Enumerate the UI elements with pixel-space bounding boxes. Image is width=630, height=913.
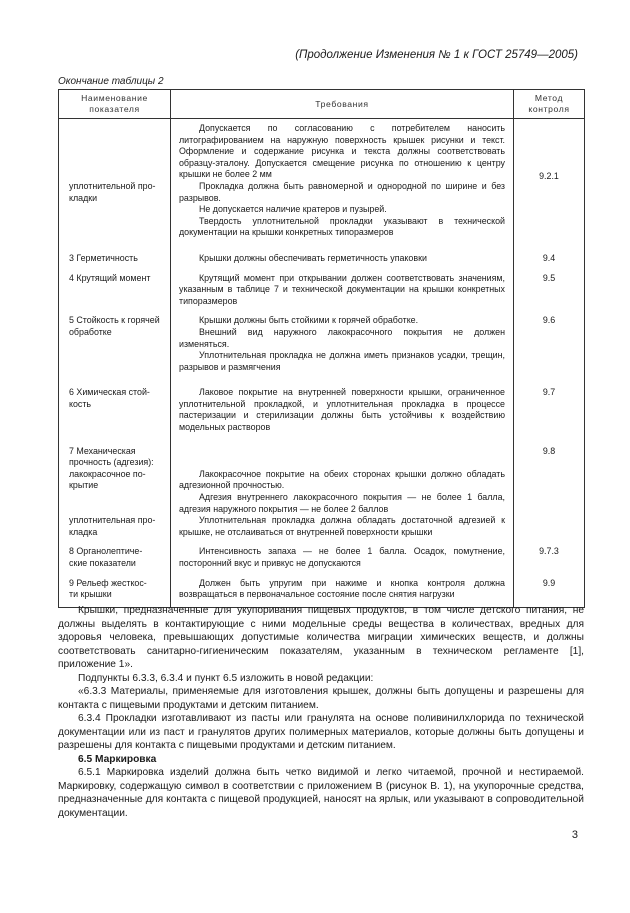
indicator-line [69,169,166,181]
indicator-cell [59,269,171,312]
requirement-paragraph: Уплотнительная прокладка не должна иметь признаков усадки, трещин, разрывов и размягчения [179,350,505,372]
indicator-cell [59,574,171,608]
indicator-line [69,492,166,504]
method-cell [514,379,585,439]
requirement-paragraph: Крутящий момент при открывании должен соответствовать значениям, указанным в таблице 7 и технической документации на крышки конкретных типоразмеров [179,272,505,306]
table-row [59,574,585,608]
body-paragraph: 6.5.1 Маркировка изделий должна быть четко видимой и легко читаемой, прочной и нестираемой. Маркировку, содержащую символ в соответствии с приложением В (рисунок В. 1), на укупорочные средства, предназначенные для контакта с пищевой продукцией, наносят на ярлык, или указывают в сопроводительной документации. [58,767,584,819]
indicator-line: уплотнительная про- [69,515,156,526]
indicator-line [69,504,166,516]
indicator-cell [59,245,171,269]
indicator-line: 8 Органолептиче- [69,546,143,557]
table-row [59,311,585,379]
method-value: 9.7.3 [539,546,559,557]
requirement-paragraph: Крышки должны быть стойкими к горячей обработке. [199,315,419,326]
table-row [59,440,585,543]
requirement-paragraph: Адгезия внутреннего лакокрасочного покрытия — не более 1 балла, адгезия наружного покрытия — не более 2 баллов [179,492,505,514]
header-indicator: Наименование показателя [59,90,171,119]
table-row [59,542,585,573]
requirements-cell [171,311,514,379]
requirements-cell [171,542,514,573]
indicator-line: кладка [69,526,98,537]
method-cell [514,440,585,543]
indicator-line: 9 Рельеф жесткос- [69,577,147,588]
indicator-cell [59,379,171,439]
method-cell [514,245,585,269]
table-row [59,269,585,312]
requirement-paragraph: Лакокрасочное покрытие на обеих сторонах крышки должно обладать адгезионной прочностью. [179,468,505,491]
indicator-line: 4 Крутящий момент [69,272,151,283]
requirement-paragraph: Лаковое покрытие на внутренней поверхности крышки, ограниченное уплотнительной прокладкой, и уплотнительная прокладка в процессе пастеризации и стерилизации должны быть устойчивы к воздействию модельных растворов [179,387,505,433]
body-paragraph: Подпункты 6.3.3, 6.3.4 и пункт 6.5 изложить в новой редакции: [78,672,374,684]
requirements-cell [171,440,514,543]
method-cell [514,542,585,573]
table-row [59,245,585,269]
requirement-paragraph: Уплотнительная прокладка должна обладать достаточной адгезией к крышке, не отслаиваться от внутренней поверхности крышки [179,515,505,537]
indicator-cell [59,542,171,573]
method-cell [514,269,585,312]
requirement-paragraph: Допускается по согласованию с потребителем наносить литографированием на наружную поверхность крышек рисунки и текст. Оформление и содержание рисунка и текста должны соответствовать образцу-эталону. Допускается смещение рисунка по отношению к центру крышки не более 2 мм [179,123,505,180]
section-heading: 6.5 Маркировка [78,753,157,765]
method-value: 9.6 [542,315,556,326]
method-value: 9.5 [542,272,556,283]
indicator-line: крытие [69,480,99,491]
indicator-line [69,123,166,135]
indicator-line: ские показатели [69,558,136,568]
page-number: 3 [571,829,578,841]
indicator-line [69,158,166,170]
indicator-line: обработке [69,326,112,337]
header-requirements: Требования [171,90,514,119]
table-row [59,119,585,245]
requirement-paragraph: Крышки должны обеспечивать герметичность упаковки [199,252,427,263]
body-paragraph: Крышки, предназначенные для укупоривания пищевых продуктов, в том числе детского питания, не должны выделять в контактирующие с ними модельные среды вещества в количествах, вредных для здоровья человека, превышающих допустимые количества миграции химических веществ, и должны соответствовать санитарно-гигиеническим показателям, указанным в техническом регламенте [1], приложение 1». [58,605,584,670]
table-caption: Окончание таблицы 2 [58,76,164,87]
indicator-line: ти крышки [69,589,112,600]
method-value: 9.9 [542,577,556,588]
body-paragraph: «6.3.3 Материалы, применяемые для изготовления крышек, должны быть допущены и разрешены для контакта с пищевыми продуктами и детским питанием. [58,686,584,711]
body-paragraph: 6.3.4 Прокладки изготавливают из пасты или гранулята на основе поливинилхлорида по технической документации или из паст и гранулятов других полимерных материалов, которые должны быть допущены и разрешены для контакта с пищевыми продуктами и детским питанием. [58,713,584,751]
requirement-paragraph: Должен быть упругим при нажиме и кнопка контроля должна возвращаться в первоначальное состояние после снятия нагрузки [179,577,505,600]
table-row [59,379,585,439]
table-body [59,119,585,608]
method-cell [514,119,585,245]
indicator-line: уплотнительной про- [69,180,156,191]
indicator-line: лакокрасочное по- [69,468,146,479]
indicator-line: кость [69,398,92,409]
method-value: 9.4 [542,252,556,263]
document-header: (Продолжение Изменения № 1 к ГОСТ 25749—2005) [295,49,578,61]
requirements-cell [171,269,514,312]
indicator-line: 3 Герметичность [69,252,138,263]
table-header-row [59,90,585,119]
requirement-paragraph: Твердость уплотнительной прокладки указывают в технической документации на крышки конкретных типоразмеров [179,215,505,238]
indicator-line: прочность (адгезия): [69,457,154,468]
requirements-table [58,89,585,608]
requirement-paragraph [179,446,505,458]
requirements-cell [171,574,514,608]
requirements-cell [171,119,514,245]
body-text [58,604,584,820]
requirement-paragraph: Внешний вид наружного лакокрасочного покрытия не должен изменяться. [179,326,505,349]
requirement-paragraph: Интенсивность запаха — не более 1 балла. Осадок, помутнение, посторонний вкус и привкус не допускаются [179,546,505,568]
indicator-cell [59,440,171,543]
indicator-line: 5 Стойкость к горячей [69,315,160,326]
method-value: 9.7 [542,387,556,398]
indicator-line: 7 Механическая [69,445,136,456]
method-value: 9.8 [542,445,556,456]
indicator-line [69,146,166,158]
header-method: Метод контроля [514,90,585,119]
indicator-line: 6 Химическая стой- [69,387,150,398]
indicator-line [69,135,166,147]
requirements-cell [171,245,514,269]
requirements-cell [171,379,514,439]
method-value: 9.2.1 [539,171,559,181]
requirement-paragraph: Не допускается наличие кратеров и пузырей. [199,204,387,215]
requirement-paragraph: Прокладка должна быть равномерной и однородной по ширине и без разрывов. [179,180,505,203]
indicator-line: кладки [69,192,98,203]
indicator-cell [59,119,171,245]
method-cell [514,574,585,608]
indicator-cell [59,311,171,379]
method-cell [514,311,585,379]
requirement-paragraph [179,457,505,469]
